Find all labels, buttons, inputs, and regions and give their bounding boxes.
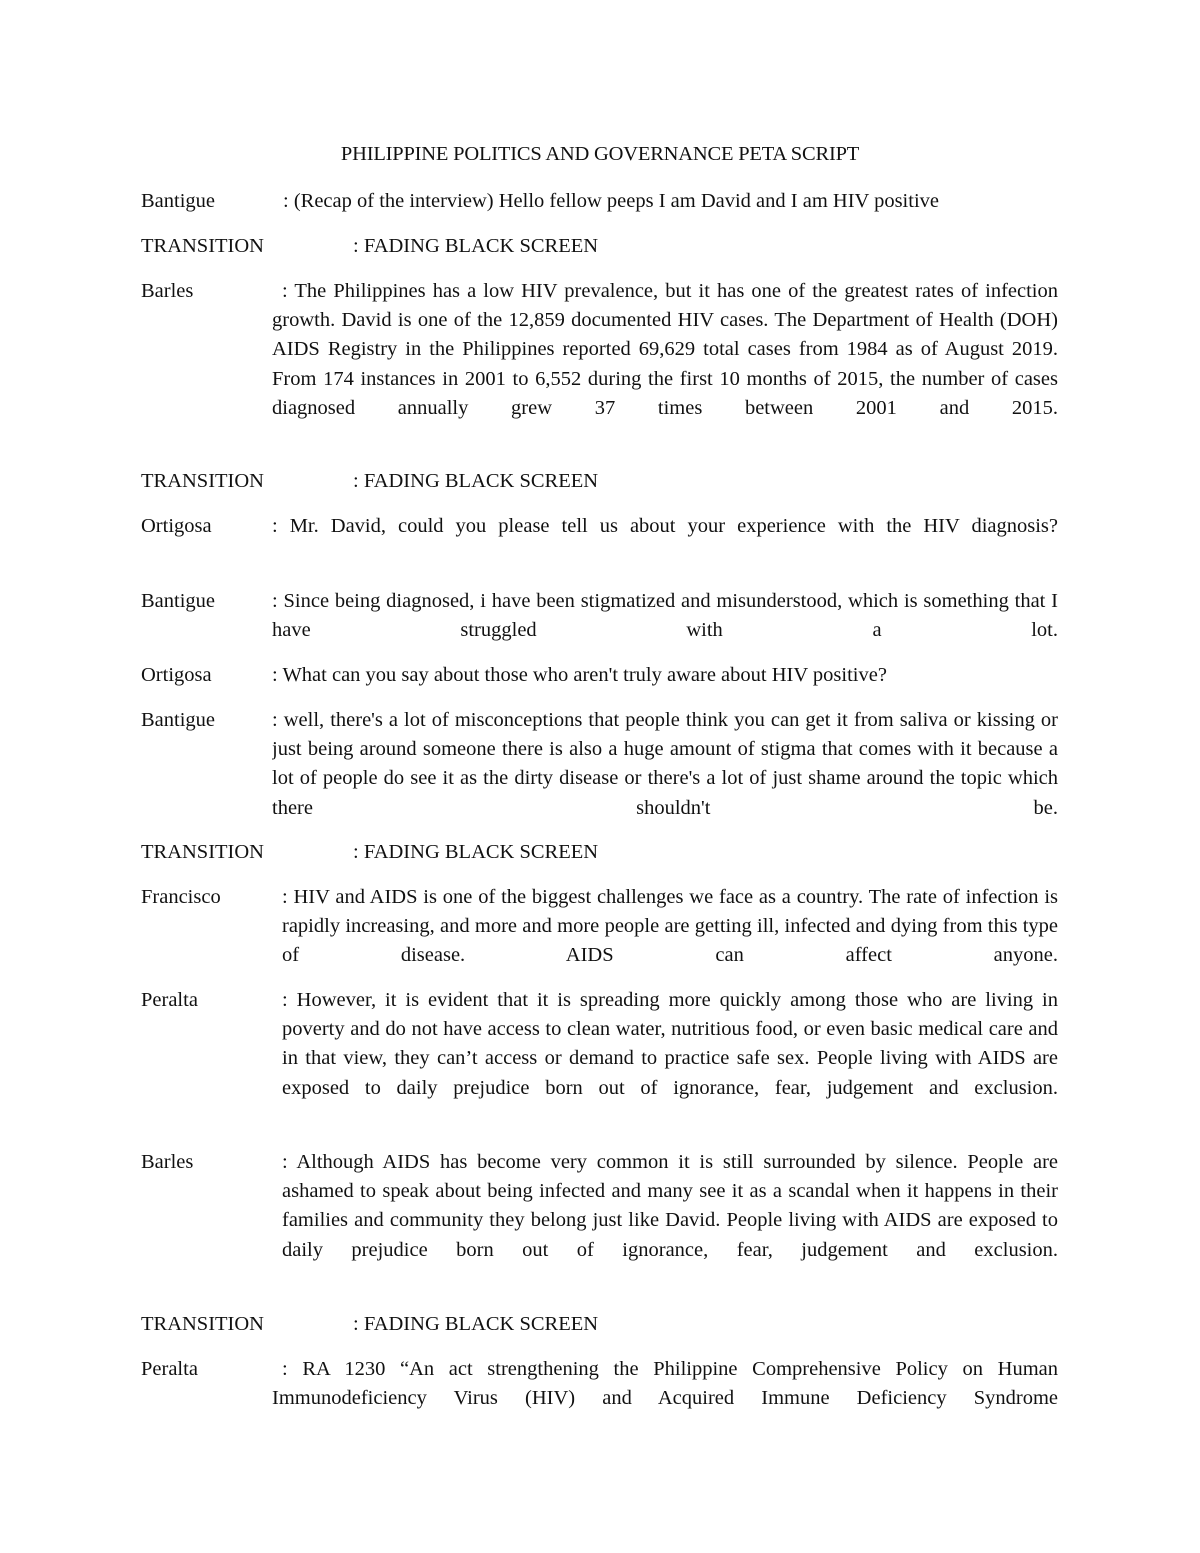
dialogue-text: : HIV and AIDS is one of the biggest challenges we face as a country. The rate of infection is rapidly increasing, and more and more people are getting ill, infected and dying from this type of disease. AIDS can affect anyone. (282, 886, 1058, 967)
transition-entry (141, 838, 1061, 868)
script-entry (141, 661, 1061, 691)
dialogue-text: : Mr. David, could you please tell us about your experience with the HIV diagnosis? (272, 515, 1058, 537)
transition-entry (141, 232, 1061, 262)
dialogue-text: : FADING BLACK SCREEN (353, 470, 599, 492)
dialogue-text: : However, it is evident that it is spreading more quickly among those who are living in poverty and do not have access to clean water, nutritious food, or even basic medical care and in that view, they can’t access or demand to practice safe sex. People living with AIDS are exposed to daily prejudice born out of ignorance, fear, judgement and exclusion. (282, 989, 1058, 1099)
dialogue-text: : well, there's a lot of misconceptions that people think you can get it from saliva or kissing or just being around someone there is also a huge amount of stigma that comes with it because a lot of people do see it as the dirty disease or there's a lot of just shame around the topic which there shouldn't be. (272, 709, 1058, 819)
speaker-name: Barles (141, 1151, 194, 1173)
speaker-name: TRANSITION (141, 1313, 264, 1335)
script-entry (141, 1148, 1061, 1298)
dialogue-text: : What can you say about those who aren't truly aware about HIV positive? (272, 664, 887, 686)
speaker-name: Bantigue (141, 190, 216, 212)
script-entry (141, 706, 1061, 826)
dialogue-text: : (Recap of the interview) Hello fellow peeps I am David and I am HIV positive (283, 190, 939, 212)
dialogue-text: : The Philippines has a low HIV prevalence, but it has one of the greatest rates of infection growth. David is one of the 12,859 documented HIV cases. The Department of Health (DOH) AIDS Registry in the Philippines reported 69,629 total cases from 1984 as of August 2019. From 174 instances in 2001 to 6,552 during the first 10 months of 2015, the number of cases diagnosed annually grew 37 times between 2001 and 2015. (272, 280, 1058, 419)
dialogue-text: : FADING BLACK SCREEN (353, 841, 599, 863)
script-entry (141, 587, 1061, 647)
speaker-name: TRANSITION (141, 235, 264, 257)
speaker-name: Ortigosa (141, 515, 212, 537)
script-entry (141, 512, 1061, 572)
script-entry (141, 187, 1061, 217)
script-entry (141, 883, 1061, 973)
speaker-name: Bantigue (141, 590, 216, 612)
speaker-name: Peralta (141, 1358, 198, 1380)
document-title: PHILIPPINE POLITICS AND GOVERNANCE PETA SCRIPT (340, 143, 860, 165)
dialogue-text: : Since being diagnosed, i have been stigmatized and misunderstood, which is something that I have struggled with a lot. (272, 590, 1058, 642)
dialogue-text: : RA 1230 “An act strengthening the Philippine Comprehensive Policy on Human Immunodeficiency Virus (HIV) and Acquired Immune Deficiency Syndrome (272, 1358, 1058, 1410)
speaker-name: Francisco (141, 886, 221, 908)
speaker-name: TRANSITION (141, 841, 264, 863)
dialogue-text: : Although AIDS has become very common it is still surrounded by silence. People are ashamed to speak about being infected and many see it as a scandal when it happens in their families and community they belong just like David. People living with AIDS are exposed to daily prejudice born out of ignorance, fear, judgement and exclusion. (282, 1151, 1058, 1261)
script-entry (141, 277, 1061, 457)
speaker-name: TRANSITION (141, 470, 264, 492)
transition-entry (141, 1310, 1061, 1340)
speaker-name: Peralta (141, 989, 198, 1011)
script-entry (141, 1355, 1061, 1415)
speaker-name: Barles (141, 280, 194, 302)
speaker-name: Ortigosa (141, 664, 212, 686)
transition-entry (141, 467, 1061, 497)
dialogue-text: : FADING BLACK SCREEN (353, 1313, 599, 1335)
script-entry (141, 986, 1061, 1136)
speaker-name: Bantigue (141, 709, 216, 731)
dialogue-text: : FADING BLACK SCREEN (353, 235, 599, 257)
